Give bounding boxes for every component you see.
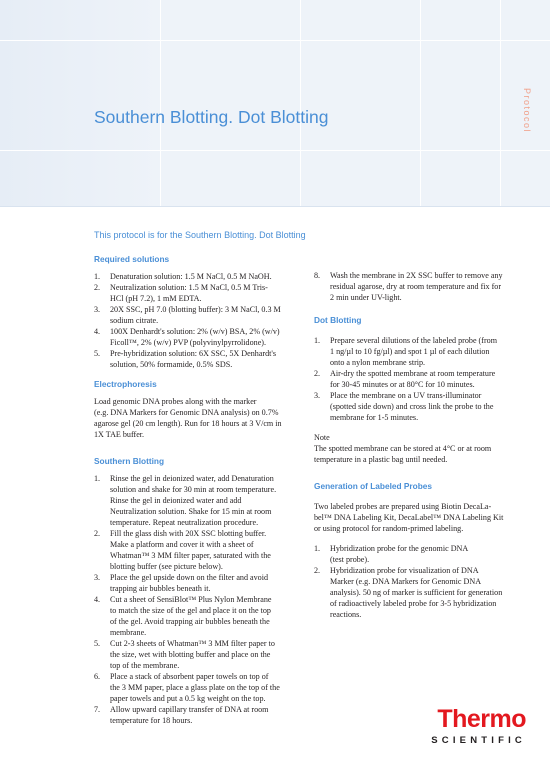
list-item-text: blotting buffer (see picture below).: [110, 562, 223, 571]
text-line: The spotted membrane can be stored at 4°C or at room: [314, 444, 492, 453]
list-item-text: 1 ng/µl to 10 fg/µl) and spot 1 µl of each dilution: [330, 347, 490, 356]
list-item-text: Prepare several dilutions of the labeled probe (from: [330, 336, 497, 345]
list-item-text: membrane.: [110, 628, 147, 637]
text-line: (e.g. DNA Markers for Genomic DNA analysis) on 0.7%: [94, 408, 279, 417]
list-item-number: 1.: [314, 336, 321, 345]
list-item-text: of the gel. Avoid trapping air bubbles beneath the: [110, 617, 270, 626]
banner-grid-line: [160, 0, 161, 207]
list-item: [314, 565, 528, 620]
list-item-text: Hybridization probe for the genomic DNA: [330, 544, 469, 553]
southern-blotting-continued-list: [314, 270, 528, 303]
generation-list: [314, 543, 528, 620]
list-item: [94, 304, 302, 326]
note-text: [314, 443, 528, 465]
section-heading-electrophoresis: Electrophoresis: [94, 379, 157, 389]
list-item-text: the 3 MM paper, place a glass plate on the top of the: [110, 683, 280, 692]
list-item-number: 8.: [314, 271, 321, 280]
required-solutions-list: [94, 271, 302, 370]
list-item-number: 3.: [94, 573, 101, 582]
list-item-text: Wash the membrane in 2X SSC buffer to remove any: [330, 271, 503, 280]
list-item: [94, 282, 302, 304]
list-item: [94, 326, 302, 348]
list-item-number: 2.: [314, 566, 321, 575]
section-heading-dot-blotting: Dot Blotting: [314, 315, 362, 325]
list-item-number: 5.: [94, 349, 101, 358]
list-item-text: temperature. Repeat neutralization procedure.: [110, 518, 259, 527]
southern-blotting-list: [94, 473, 302, 726]
list-item-text: reactions.: [330, 610, 362, 619]
list-item: [94, 704, 302, 726]
list-item: [94, 271, 302, 282]
note-label: Note: [314, 433, 330, 442]
list-item-number: 2.: [94, 529, 101, 538]
list-item-text: Allow upward capillary transfer of DNA at room: [110, 705, 269, 714]
list-item-number: 1.: [94, 272, 101, 281]
list-item-number: 1.: [94, 474, 101, 483]
banner-grid-line: [300, 0, 301, 207]
list-item-text: Ficoll™, 2% (w/v) PVP (polyvinylpyrrolidone).: [110, 338, 267, 347]
list-item: [314, 270, 528, 303]
list-item-text: 20X SSC, pH 7.0 (blotting buffer): 3 M NaCl, 0.3 M: [110, 305, 281, 314]
protocol-side-label: Protocol: [522, 88, 532, 134]
banner-bottom-rule: [0, 206, 550, 207]
list-item-text: Cut a sheet of SensiBlot™ Plus Nylon Membrane: [110, 595, 272, 604]
list-item-number: 6.: [94, 672, 101, 681]
list-item: [314, 368, 528, 390]
list-item-text: paper towels and put a 0.5 kg weight on the top.: [110, 694, 266, 703]
list-item-text: trapping air bubbles beneath it.: [110, 584, 211, 593]
list-item-text: sodium citrate.: [110, 316, 159, 325]
list-item-text: Hybridization probe for visualization of DNA: [330, 566, 479, 575]
list-item-text: onto a nylon membrane strip.: [330, 358, 426, 367]
list-item-text: HCl (pH 7.2), 1 mM EDTA.: [110, 294, 202, 303]
text-line: Load genomic DNA probes along with the marker: [94, 397, 257, 406]
list-item-number: 3.: [94, 305, 101, 314]
list-item: [94, 528, 302, 572]
list-item-text: top of the membrane.: [110, 661, 180, 670]
list-item-text: Cut 2-3 sheets of Whatman™ 3 MM filter paper to: [110, 639, 275, 648]
list-item: [94, 348, 302, 370]
list-item-text: Fill the glass dish with 20X SSC blotting buffer.: [110, 529, 267, 538]
banner-grid-line: [0, 40, 550, 41]
list-item: [94, 572, 302, 594]
list-item-text: Make a platform and cover it with a sheet of: [110, 540, 254, 549]
text-line: or using protocol for random-primed labeling.: [314, 524, 464, 533]
list-item-text: Place a stack of absorbent paper towels on top of: [110, 672, 269, 681]
list-item-number: 1.: [314, 544, 321, 553]
right-column: [314, 270, 528, 620]
list-item: [94, 638, 302, 671]
list-item-number: 2.: [314, 369, 321, 378]
section-heading-required-solutions: Required solutions: [94, 254, 170, 264]
list-item: [94, 473, 302, 528]
list-item-text: (spotted side down) and cross link the probe to the: [330, 402, 494, 411]
list-item: [314, 390, 528, 423]
list-item-text: solution, 50% formamide, 0.5% SDS.: [110, 360, 233, 369]
list-item-text: analysis). 50 ng of marker is sufficient for generation: [330, 588, 503, 597]
left-column: [94, 254, 302, 726]
list-item-text: 2 min under UV-light.: [330, 293, 402, 302]
list-item-text: Pre-hybridization solution: 6X SSC, 5X Denhardt's: [110, 349, 277, 358]
text-line: agarose gel (20 cm length). Run for 18 hours at 3 V/cm in: [94, 419, 282, 428]
section-heading-southern-blotting: Southern Blotting: [94, 456, 165, 466]
text-line: bel™ DNA Labeling Kit, DecaLabel™ DNA Labeling Kit: [314, 513, 504, 522]
list-item-text: temperature for 18 hours.: [110, 716, 193, 725]
logo-sub-text: SCIENTIFIC: [431, 735, 526, 746]
banner-grid-line: [0, 150, 550, 151]
list-item-number: 2.: [94, 283, 101, 292]
list-item-text: membrane for 1-5 minutes.: [330, 413, 419, 422]
text-line: 1X TAE buffer.: [94, 430, 145, 439]
list-item-text: for 30-45 minutes or at 80°C for 10 minutes.: [330, 380, 475, 389]
banner-grid-line: [500, 0, 501, 207]
list-item-text: 100X Denhardt's solution: 2% (w/v) BSA, 2% (w/v): [110, 327, 280, 336]
list-item: [94, 671, 302, 704]
list-item-number: 7.: [94, 705, 101, 714]
generation-intro-text: [314, 501, 528, 534]
banner-shade: [0, 0, 160, 207]
list-item: [94, 594, 302, 638]
list-item: [314, 335, 528, 368]
list-item-text: the size, wet with blotting buffer and place on the: [110, 650, 271, 659]
list-item-text: Neutralization solution. Shake for 15 min at room: [110, 507, 272, 516]
list-item-text: Rinse the gel in deionized water, add Denaturation: [110, 474, 274, 483]
dot-blotting-list: [314, 335, 528, 423]
list-item: [314, 543, 528, 565]
list-item-text: to match the size of the gel and place it on the top: [110, 606, 271, 615]
list-item-text: Neutralization solution: 1.5 M NaCl, 0.5 M Tris-: [110, 283, 268, 292]
list-item-text: of radioactively labeled probe for 3-5 hybridization: [330, 599, 497, 608]
list-item-number: 4.: [94, 327, 101, 336]
page-title: Southern Blotting. Dot Blotting: [94, 107, 329, 127]
list-item-text: Air-dry the spotted membrane at room temperature: [330, 369, 496, 378]
list-item-text: solution and shake for 30 min at room temperature.: [110, 485, 277, 494]
electrophoresis-text: [94, 396, 302, 440]
intro-line: This protocol is for the Southern Blotting. Dot Blotting: [94, 230, 306, 240]
list-item-text: Denaturation solution: 1.5 M NaCl, 0.5 M NaOH.: [110, 272, 272, 281]
list-item-number: 4.: [94, 595, 101, 604]
list-item-text: (test probe).: [330, 555, 370, 564]
list-item-number: 3.: [314, 391, 321, 400]
header-banner: [0, 0, 550, 207]
banner-grid-line: [420, 0, 421, 207]
list-item-text: Marker (e.g. DNA Markers for Genomic DNA: [330, 577, 482, 586]
text-line: Two labeled probes are prepared using Biotin DecaLa-: [314, 502, 492, 511]
list-item-number: 5.: [94, 639, 101, 648]
list-item-text: Rinse the gel in deionized water and add: [110, 496, 242, 505]
text-line: temperature in a plastic bag until needed.: [314, 455, 448, 464]
section-heading-generation: Generation of Labeled Probes: [314, 481, 433, 491]
thermo-scientific-logo: [406, 706, 526, 752]
list-item-text: residual agarose, dry at room temperature and fix for: [330, 282, 502, 291]
list-item-text: Whatman™ 3 MM filter paper, saturated with the: [110, 551, 271, 560]
list-item-text: Place the membrane on a UV trans-illuminator: [330, 391, 482, 400]
logo-brand-text: Thermo: [437, 705, 526, 733]
list-item-text: Place the gel upside down on the filter and avoid: [110, 573, 269, 582]
